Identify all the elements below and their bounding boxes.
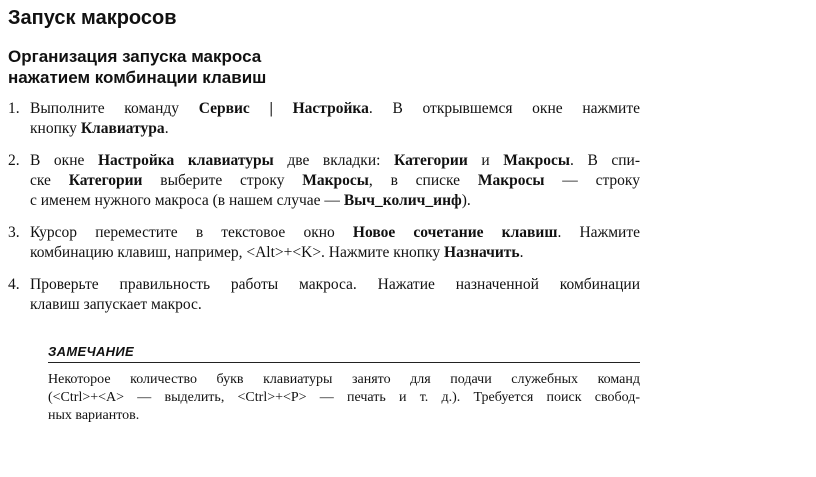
section-heading (8, 46, 266, 88)
step-text-line: клавиш запускает макрос. (30, 296, 202, 313)
bold-term: Выч_колич_инф (343, 192, 462, 209)
step-item (8, 99, 640, 139)
bold-term: Категории (68, 172, 143, 189)
note-text-line: (<Ctrl>+<A> — выделить, <Ctrl>+<P> — печать и т. д.). Требуется поиск свобод- (48, 390, 640, 405)
step-item (8, 223, 640, 263)
step-text-line: В окне Настройка клавиатуры две вкладки: Категории и Макросы. В спи- (30, 152, 641, 169)
bold-term: Макросы (302, 172, 369, 189)
bold-term: Новое сочетание клавиш (352, 224, 558, 241)
bold-term: Клавиатура (80, 120, 165, 137)
step-text-line: комбинацию клавиш, например, <Alt>+<K>. Нажмите кнопку Назначить. (30, 244, 524, 261)
step-text-line: с именем нужного макроса (в нашем случае — Выч_колич_инф). (30, 192, 471, 209)
step-text-line: ске Категории выберите строку Макросы, в списке Макросы — строку (30, 172, 640, 189)
note-box (48, 344, 640, 425)
note-title: ЗАМЕЧАНИЕ (48, 344, 640, 363)
section-heading-line: нажатием комбинации клавиш (8, 68, 267, 87)
step-number: 1. (8, 100, 20, 117)
bold-term: Макросы (477, 172, 545, 189)
step-item (8, 275, 640, 315)
step-text-line: Курсор переместите в текстовое окно Новое сочетание клавиш. Нажмите (30, 224, 640, 241)
note-text-line: ных вариантов. (48, 408, 140, 423)
step-text-line: кнопку Клавиатура. (30, 120, 169, 137)
steps-list (8, 99, 640, 327)
step-text-line: Выполните команду Сервис | Настройка. В открывшемся окне нажмите (30, 100, 640, 117)
step-text-line: Проверьте правильность работы макроса. Нажатие назначенной комбинации (30, 276, 640, 293)
bold-term: Настройка клавиатуры (98, 152, 274, 169)
step-number: 2. (8, 152, 20, 169)
bold-term: Категории (394, 152, 468, 169)
section-heading-line: Организация запуска макроса (8, 47, 262, 66)
bold-term: Макросы (503, 152, 570, 169)
step-number: 4. (8, 276, 20, 293)
step-item (8, 151, 640, 211)
note-text-line: Некоторое количество букв клавиатуры занято для подачи служебных команд (48, 372, 640, 387)
note-body (48, 371, 640, 425)
bold-term: Сервис | Настройка (198, 100, 369, 117)
bold-term: Назначить (444, 244, 520, 261)
page-title: Запуск макросов (8, 7, 177, 29)
step-number: 3. (8, 224, 20, 241)
